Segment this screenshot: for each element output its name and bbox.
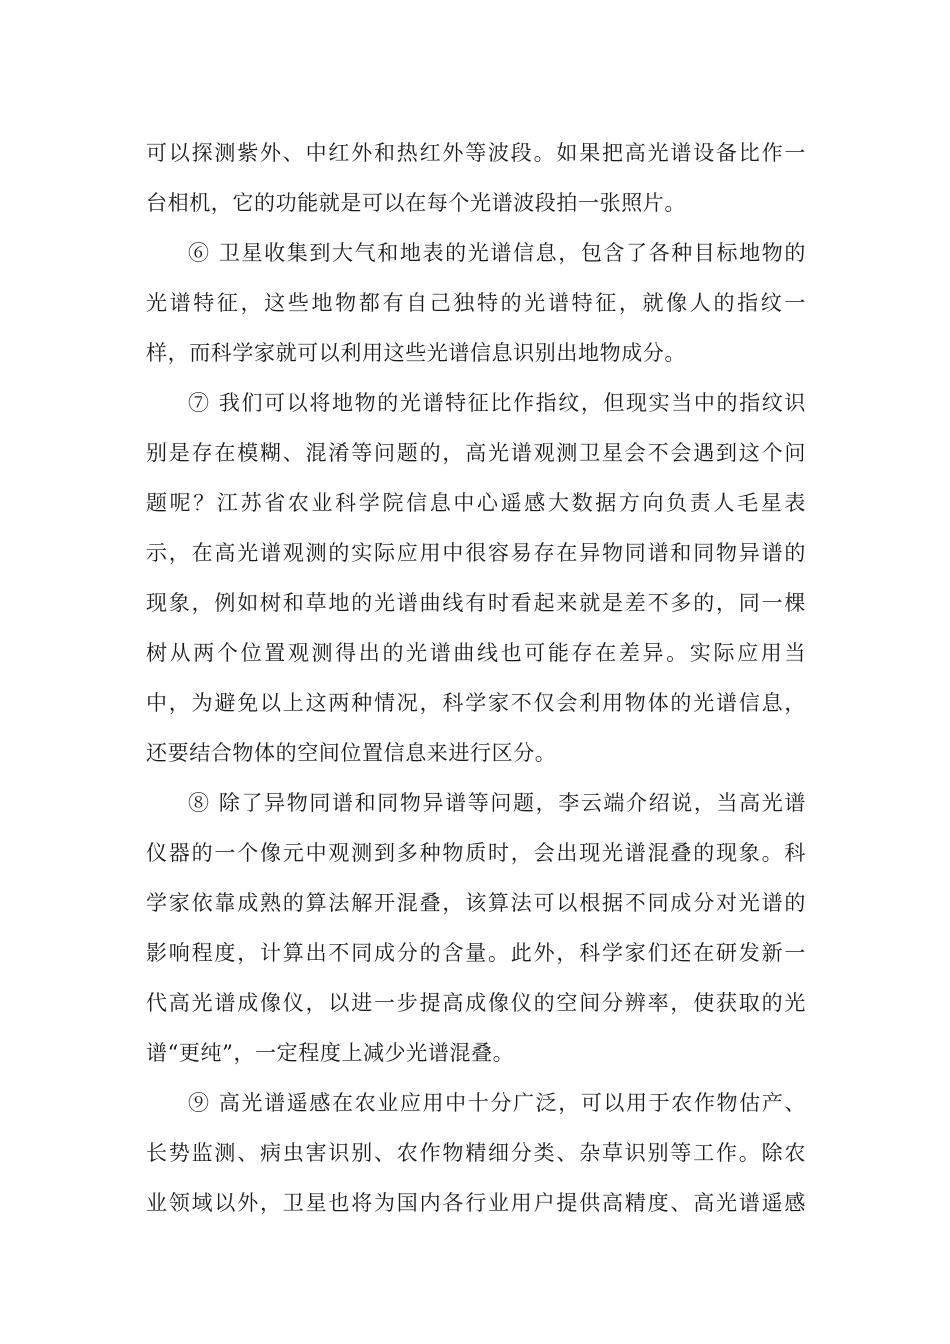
text-line: 可以探测紫外、中红外和热红外等波段。如果把高光谱设备比作一: [146, 141, 806, 165]
text-line: 样，而科学家就可以利用这些光谱信息识别出地物成分。: [146, 341, 686, 365]
text-line: 别是存在模糊、混淆等问题的，高光谱观测卫星会不会遇到这个问: [146, 441, 806, 465]
text-line: 长势监测、病虫害识别、农作物精细分类、杂草识别等工作。除农: [146, 1141, 806, 1165]
article-body: [146, 128, 806, 1228]
text-line: 台相机，它的功能就是可以在每个光谱波段拍一张照片。: [146, 191, 686, 215]
paragraph-7-first-line: ⑦ 我们可以将地物的光谱特征比作指纹，但现实当中的指纹识: [188, 391, 806, 415]
text-line: 学家依靠成熟的算法解开混叠，该算法可以根据不同成分对光谱的: [146, 891, 806, 915]
text-line: 中，为避免以上这两种情况，科学家不仅会利用物体的光谱信息，: [146, 691, 806, 715]
text-line: 谱“更纯”，一定程度上减少光谱混叠。: [146, 1041, 515, 1065]
text-line: 树从两个位置观测得出的光谱曲线也可能存在差异。实际应用当: [146, 641, 806, 665]
text-line: 业领域以外，卫星也将为国内各行业用户提供高精度、高光谱遥感: [146, 1191, 806, 1215]
text-line: 影响程度，计算出不同成分的含量。此外，科学家们还在研发新一: [146, 941, 806, 965]
text-line: 现象，例如树和草地的光谱曲线有时看起来就是差不多的，同一棵: [146, 591, 806, 615]
text-line: 题呢？江苏省农业科学院信息中心遥感大数据方向负责人毛星表: [146, 491, 806, 515]
paragraph-6-first-line: ⑥ 卫星收集到大气和地表的光谱信息，包含了各种目标地物的: [188, 241, 806, 265]
paragraph-8-first-line: ⑧ 除了异物同谱和同物异谱等问题，李云端介绍说，当高光谱: [188, 791, 806, 815]
text-line: 示，在高光谱观测的实际应用中很容易存在异物同谱和同物异谱的: [146, 541, 806, 565]
text-line: 仪器的一个像元中观测到多种物质时，会出现光谱混叠的现象。科: [146, 841, 806, 865]
text-line: 光谱特征，这些地物都有自己独特的光谱特征，就像人的指纹一: [146, 291, 806, 315]
paragraph-9-first-line: ⑨ 高光谱遥感在农业应用中十分广泛，可以用于农作物估产、: [188, 1091, 806, 1115]
text-line: 代高光谱成像仪，以进一步提高成像仪的空间分辨率，使获取的光: [146, 991, 806, 1015]
text-line: 还要结合物体的空间位置信息来进行区分。: [146, 741, 557, 765]
